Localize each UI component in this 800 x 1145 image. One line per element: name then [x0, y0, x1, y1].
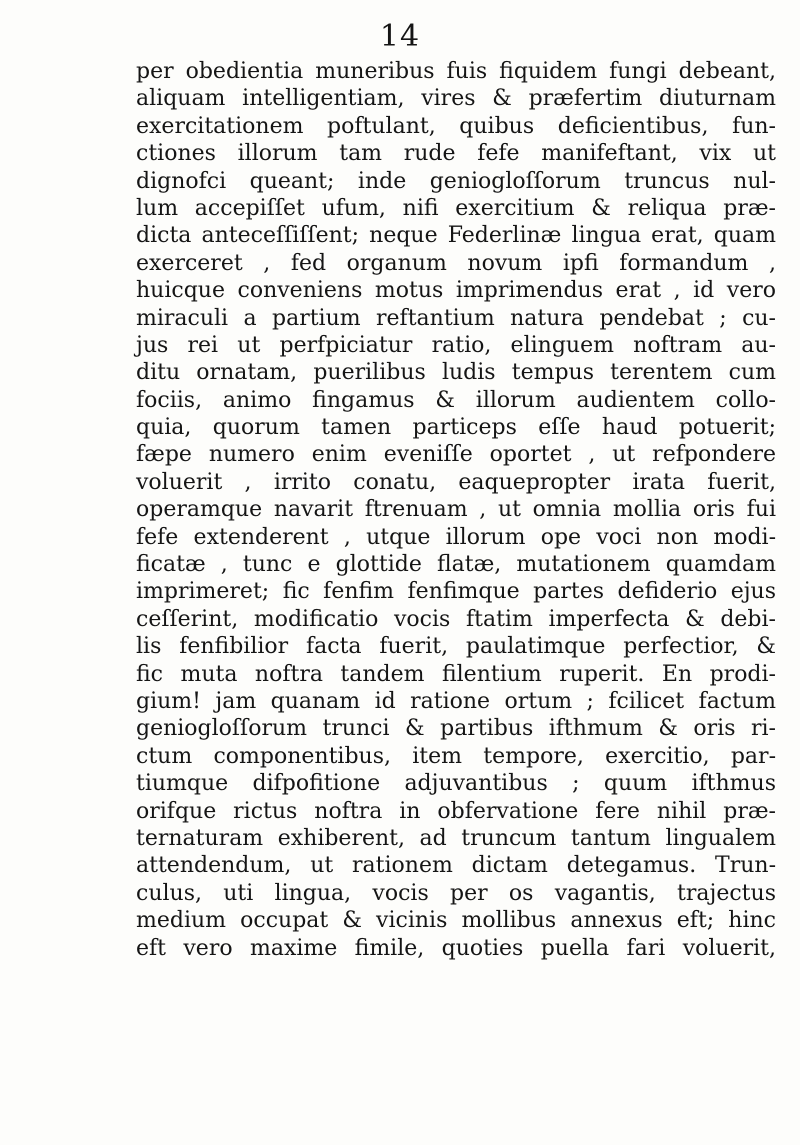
text-line: ternaturam exhiberent, ad truncum tantum lingualem	[136, 825, 776, 851]
text-line: lis fenfibilior facta fuerit, paulatimque perfectior, &	[136, 634, 776, 660]
text-line: fociis, animo fingamus & illorum audientem collo-	[136, 387, 776, 413]
text-line: eft vero maxime fimile, quoties puella fari voluerit,	[136, 935, 776, 961]
text-line: per obedientia muneribus fuis fiquidem fungi debeant,	[136, 59, 776, 84]
text-line: fic muta noftra tandem filentium ruperit. En prodi-	[136, 661, 776, 687]
text-line: fæpe numero enim eveniſſe oportet , ut refpondere	[136, 442, 776, 468]
text-line: dicta anteceſſiſſent; neque Federlinæ lingua erat, quam	[136, 223, 776, 249]
text-line: voluerit , irrito conatu, eaquepropter irata fuerit,	[136, 469, 776, 495]
text-line: tiumque difpofitione adjuvantibus ; quum ifthmus	[136, 771, 776, 797]
text-line: ceſſerint, modificatio vocis ftatim imperfecta & debi-	[136, 606, 776, 632]
body-text	[136, 58, 776, 962]
text-line: ficatæ , tunc e glottide flatæ, mutationem quamdam	[136, 552, 776, 578]
text-line: dignofci queant; inde geniogloſſorum truncus nul-	[136, 168, 776, 194]
text-line: operamque navarit ftrenuam , ut omnia mollia oris fui	[136, 497, 776, 523]
text-line: jus rei ut perfpiciatur ratio, elinguem noftram au-	[136, 332, 776, 358]
text-line: medium occupat & vicinis mollibus annexus eft; hinc	[136, 908, 776, 934]
text-line: ctiones illorum tam rude fefe manifeftant, vix ut	[136, 141, 776, 167]
text-line: miraculi a partium reftantium natura pendebat ; cu-	[136, 305, 776, 331]
page-number: 14	[379, 19, 421, 54]
text-line: fefe extenderent , utque illorum ope voci non modi-	[136, 524, 776, 550]
text-line: geniogloſſorum trunci & partibus ifthmum & oris ri-	[136, 716, 776, 742]
text-line: aliquam intelligentiam, vires & præfertim diuturnam	[136, 86, 776, 112]
text-line: huicque conveniens motus imprimendus erat , id vero	[136, 278, 776, 304]
text-line: lum accepiſſet ufum, nifi exercitium & reliqua præ-	[136, 195, 776, 221]
text-line: attendendum, ut rationem dictam detegamus. Trun-	[136, 853, 776, 879]
text-line: exercitationem poftulant, quibus deficientibus, fun-	[136, 113, 776, 139]
text-line: orifque rictus noftra in obfervatione fere nihil præ-	[136, 798, 776, 824]
text-line: culus, uti lingua, vocis per os vagantis, trajectus	[136, 880, 776, 906]
text-line: exerceret , fed organum novum ipfi formandum ,	[136, 250, 776, 276]
text-line: imprimeret; fic fenfim fenfimque partes defiderio ejus	[136, 579, 776, 605]
text-line: ditu ornatam, puerilibus ludis tempus terentem cum	[136, 360, 776, 386]
text-line: ctum componentibus, item tempore, exercitio, par-	[136, 743, 776, 769]
text-line: quia, quorum tamen particeps eſſe haud potuerit;	[136, 415, 776, 441]
text-line: gium! jam quanam id ratione ortum ; fcilicet factum	[136, 688, 776, 714]
